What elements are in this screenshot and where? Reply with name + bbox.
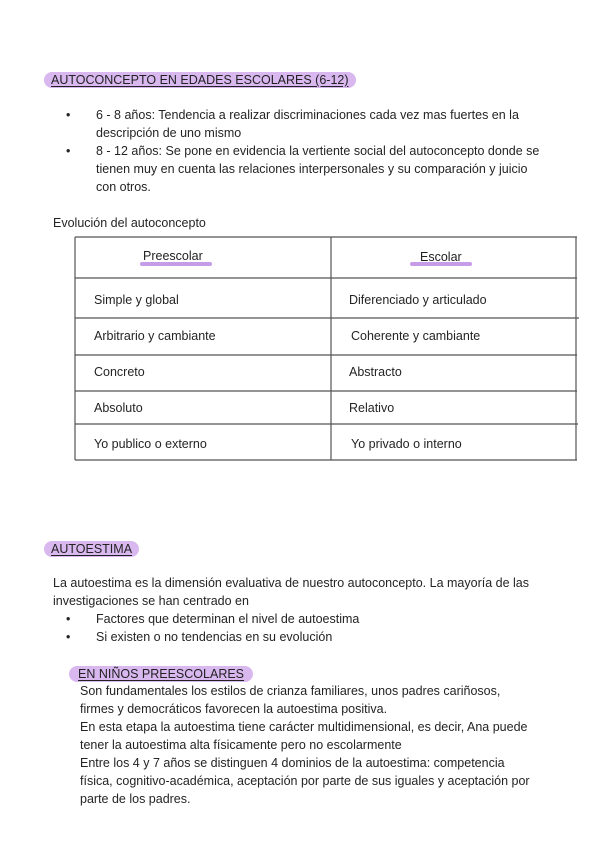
highlighted-subheading: EN NIÑOS PREESCOLARES [69, 666, 253, 682]
table-cell: Diferenciado y articulado [349, 293, 487, 307]
highlighted-heading: AUTOCONCEPTO EN EDADES ESCOLARES (6-12) [44, 72, 356, 88]
table-cell: Concreto [94, 365, 145, 379]
table-header-escolar: Escolar [420, 250, 462, 264]
paragraph-line: La autoestima es la dimensión evaluativa de nuestro autoconcepto. La mayoría de las [53, 576, 529, 590]
paragraph-line: investigaciones se han centrado en [53, 594, 249, 608]
bullet-text-line: con otros. [96, 180, 151, 194]
bullet-text-line: Factores que determinan el nivel de autoestima [96, 612, 360, 626]
table-cell: Relativo [349, 401, 395, 415]
table-cell: Coherente y cambiante [351, 329, 481, 343]
paragraph-line: tener la autoestima alta físicamente pero no escolarmente [80, 738, 402, 752]
highlighted-heading: AUTOESTIMA [44, 541, 139, 557]
table-cell: Yo privado o interno [351, 437, 462, 451]
bullet-text-line: Si existen o no tendencias en su evolución [96, 630, 333, 644]
bullet-dot: • [66, 630, 71, 644]
bullet-text-line: tienen muy en cuenta las relaciones interpersonales y su comparación y juicio [96, 162, 528, 176]
bullet-dot: • [66, 144, 71, 158]
table-cell: Absoluto [94, 401, 143, 415]
bullet-dot: • [66, 108, 71, 122]
table-cell: Abstracto [349, 365, 402, 379]
table-cell: Arbitrario y cambiante [94, 329, 216, 343]
sub-heading-preescolares [69, 665, 253, 683]
bullet-text-line: 6 - 8 años: Tendencia a realizar discriminaciones cada vez mas fuertes en la [96, 108, 519, 122]
paragraph-line: física, cognitivo-académica, aceptación por parte de sus iguales y aceptación por [80, 774, 530, 788]
table-header-preescolar: Preescolar [143, 249, 203, 263]
bullet-dot: • [66, 612, 71, 626]
table-cell: Simple y global [94, 293, 179, 307]
section-heading-autoestima [44, 540, 139, 558]
paragraph-line: parte de los padres. [80, 792, 191, 806]
paragraph-line: Entre los 4 y 7 años se distinguen 4 dominios de la autoestima: competencia [80, 756, 505, 770]
bullet-text-line: 8 - 12 años: Se pone en evidencia la vertiente social del autoconcepto donde se [96, 144, 540, 158]
bullet-text-line: descripción de uno mismo [96, 126, 242, 140]
table-cell: Yo publico o externo [94, 437, 207, 451]
table-caption: Evolución del autoconcepto [53, 216, 206, 230]
paragraph-line: firmes y democráticos favorecen la autoestima positiva. [80, 702, 388, 716]
paragraph-line: En esta etapa la autoestima tiene carácter multidimensional, es decir, Ana puede [80, 720, 528, 734]
paragraph-line: Son fundamentales los estilos de crianza familiares, unos padres cariñosos, [80, 684, 501, 698]
